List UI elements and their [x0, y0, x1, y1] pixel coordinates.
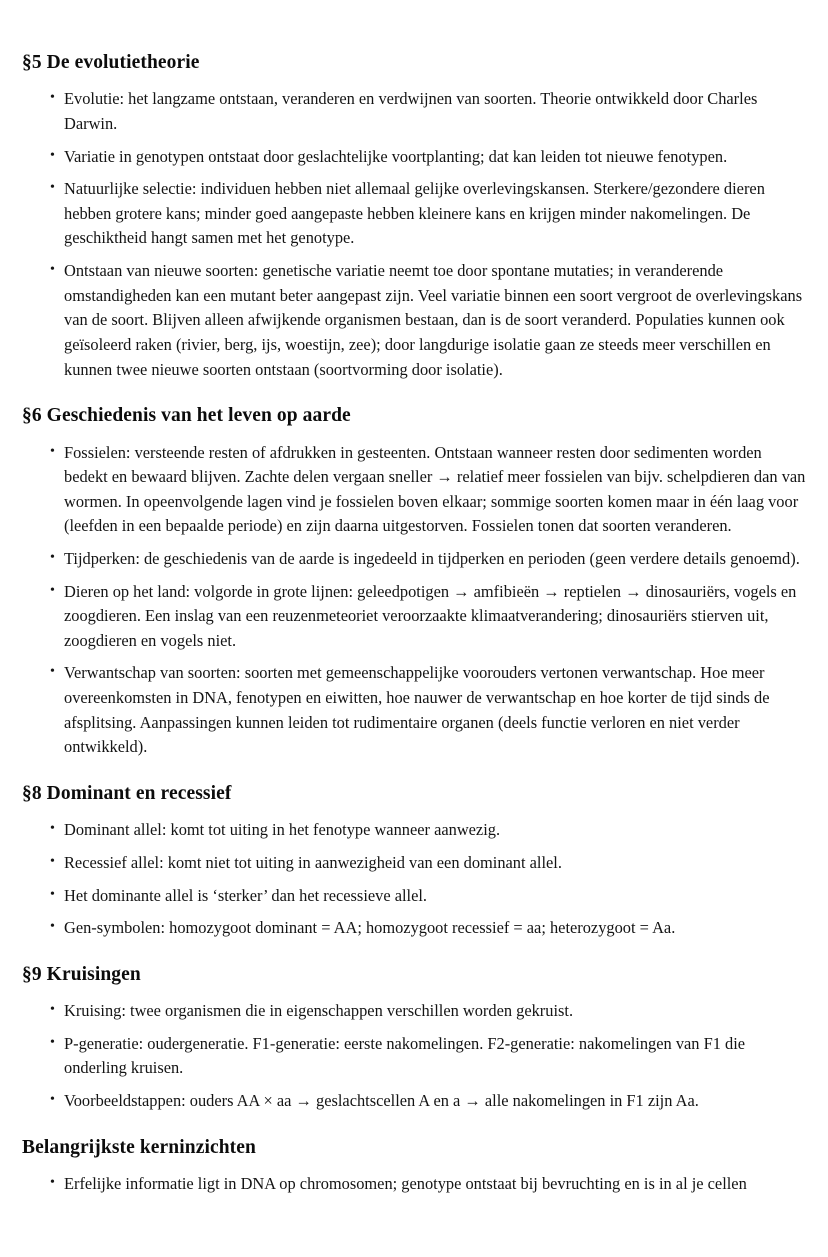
list-item-dominant-en-recessief-4: [22, 916, 806, 941]
bullet-list-belangrijkste-kerninzichten: [22, 1172, 806, 1197]
document-section-kruisingen: [22, 964, 806, 1114]
bullet-list-geschiedenis-van-het-leven: [22, 441, 806, 760]
list-item-text: Dieren op het land: volgorde in grote lijnen: geleedpotigen → amfibieën → reptielen → dinosauriërs, vogels en zoogdieren. Een inslag van een reuzenmeteoriet veroorzaakte klimaatverandering; dinosauriërs stierven uit, zoogdieren en vogels niet.: [64, 581, 797, 650]
bullet-point-icon: •: [50, 90, 55, 106]
list-item-text: Ontstaan van nieuwe soorten: genetische variatie neemt toe door spontane mutaties; in veranderende omstandigheden kan een mutant beter aangepast zijn. Veel variatie binnen een soort vergroot de overlevingskans van de soort. Blijven alleen afwijkende organismen bestaan, dan is de soort veranderd. Populaties kunnen ook geïsoleerd raken (rivier, berg, ijs, woestijn, zee); door langdurige isolatie gaan ze steeds meer verschillen en kunnen twee nieuwe soorten ontstaan (soortvorming door isolatie).: [64, 261, 803, 379]
document-section-evolutietheorie: [22, 52, 806, 382]
list-item-evolutietheorie-3: [22, 177, 806, 251]
list-item-text: Het dominante allel is ‘sterker’ dan het recessieve allel.: [64, 885, 428, 905]
bullet-list-kruisingen: [22, 999, 806, 1113]
list-item-kruisingen-1: [22, 999, 806, 1024]
list-item-text: Recessief allel: komt niet tot uiting in aanwezigheid van een dominant allel.: [64, 852, 562, 872]
section-heading: §5 De evolutietheorie: [22, 52, 200, 73]
list-item-text: Verwantschap van soorten: soorten met gemeenschappelijke voorouders vertonen verwantschap. Hoe meer overeenkomsten in DNA, fenotypen en eiwitten, hoe nauwer de verwantschap en hoe korter de tijd sinds de afsplitsing. Aanpassingen kunnen leiden tot rudimentaire organen (deels functie verloren en niet verder ontwikkeld).: [64, 663, 770, 757]
list-item-evolutietheorie-2: [22, 145, 806, 170]
bullet-point-icon: •: [50, 886, 55, 902]
list-item-text: Voorbeeldstappen: ouders AA × aa → geslachtscellen A en a → alle nakomelingen in F1 zijn Aa.: [64, 1090, 699, 1110]
list-item-kruisingen-2: [22, 1032, 806, 1081]
bullet-point-icon: •: [50, 821, 55, 837]
bullet-point-icon: •: [50, 853, 55, 869]
list-item-dominant-en-recessief-1: [22, 818, 806, 843]
list-item-geschiedenis-van-het-leven-4: [22, 661, 806, 759]
bullet-point-icon: •: [50, 443, 55, 459]
list-item-geschiedenis-van-het-leven-1: [22, 441, 806, 539]
list-item-text: Kruising: twee organismen die in eigenschappen verschillen worden gekruist.: [64, 1001, 574, 1021]
bullet-point-icon: •: [50, 919, 55, 935]
list-item-text: Variatie in genotypen ontstaat door geslachtelijke voortplanting; dat kan leiden tot nieuwe fenotypen.: [64, 146, 728, 166]
list-item-text: Tijdperken: de geschiedenis van de aarde is ingedeeld in tijdperken en perioden (geen verdere details genoemd).: [64, 548, 800, 568]
list-item-dominant-en-recessief-2: [22, 851, 806, 876]
list-item-text: P-generatie: oudergeneratie. F1-generatie: eerste nakomelingen. F2-generatie: nakomelingen van F1 die onderling kruisen.: [64, 1033, 746, 1078]
list-item-text: Evolutie: het langzame ontstaan, veranderen en verdwijnen van soorten. Theorie ontwikkeld door Charles Darwin.: [64, 89, 758, 134]
document-section-geschiedenis-van-het-leven: [22, 405, 806, 760]
bullet-point-icon: •: [50, 1175, 55, 1190]
bullet-point-icon: •: [50, 147, 55, 163]
list-item-text: Natuurlijke selectie: individuen hebben niet allemaal gelijke overlevingskansen. Sterkere/gezondere dieren hebben grotere kans; minder goed aangepaste hebben kleinere kans en krijgen minder nakomelingen. De geschiktheid hangt samen met het genotype.: [64, 179, 765, 248]
list-item-kruisingen-3: [22, 1089, 806, 1114]
list-item-geschiedenis-van-het-leven-3: [22, 580, 806, 654]
bullet-point-icon: •: [50, 1091, 55, 1107]
section-heading: §9 Kruisingen: [22, 963, 141, 985]
list-item-geschiedenis-van-het-leven-2: [22, 547, 806, 572]
page-bottom-whitespace: [22, 1197, 806, 1257]
document-body: [22, 52, 806, 1197]
list-item-evolutietheorie-1: [22, 87, 806, 136]
bullet-list-dominant-en-recessief: [22, 818, 806, 940]
bullet-point-icon: •: [50, 262, 55, 278]
list-item-belangrijkste-kerninzichten-1: [22, 1172, 806, 1197]
bullet-point-icon: •: [50, 664, 55, 680]
bullet-point-icon: •: [50, 1002, 55, 1018]
document-section-dominant-en-recessief: [22, 783, 806, 941]
bullet-point-icon: •: [50, 180, 55, 196]
section-heading: §8 Dominant en recessief: [22, 782, 232, 804]
list-item-dominant-en-recessief-3: [22, 884, 806, 909]
bullet-point-icon: •: [50, 549, 55, 565]
section-heading: Belangrijkste kerninzichten: [22, 1136, 256, 1158]
section-heading: §6 Geschiedenis van het leven op aarde: [22, 405, 351, 427]
bullet-point-icon: •: [50, 1034, 55, 1050]
bullet-list-evolutietheorie: [22, 87, 806, 382]
bullet-point-icon: •: [50, 582, 55, 598]
list-item-text: Fossielen: versteende resten of afdrukken in gesteenten. Ontstaan wanneer resten door sedimenten worden bedekt en bewaard blijven. Zachte delen vergaan sneller → relatief meer fossielen van bijv. schelpdieren dan van wormen. In opeenvolgende lagen vind je fossielen boven elkaar; sommige soorten komen maar in één laag voor (leefden in een bepaalde periode) en zijn daarna uitgestorven. Fossielen tonen dat soorten veranderen.: [64, 442, 806, 536]
list-item-evolutietheorie-4: [22, 259, 806, 382]
list-item-text: Dominant allel: komt tot uiting in het fenotype wanneer aanwezig.: [64, 820, 501, 840]
list-item-text: Gen-symbolen: homozygoot dominant = AA; homozygoot recessief = aa; heterozygoot = Aa.: [64, 918, 676, 938]
list-item-text: Erfelijke informatie ligt in DNA op chromosomen; genotype ontstaat bij bevruchting en is in al je cellen: [64, 1174, 747, 1193]
